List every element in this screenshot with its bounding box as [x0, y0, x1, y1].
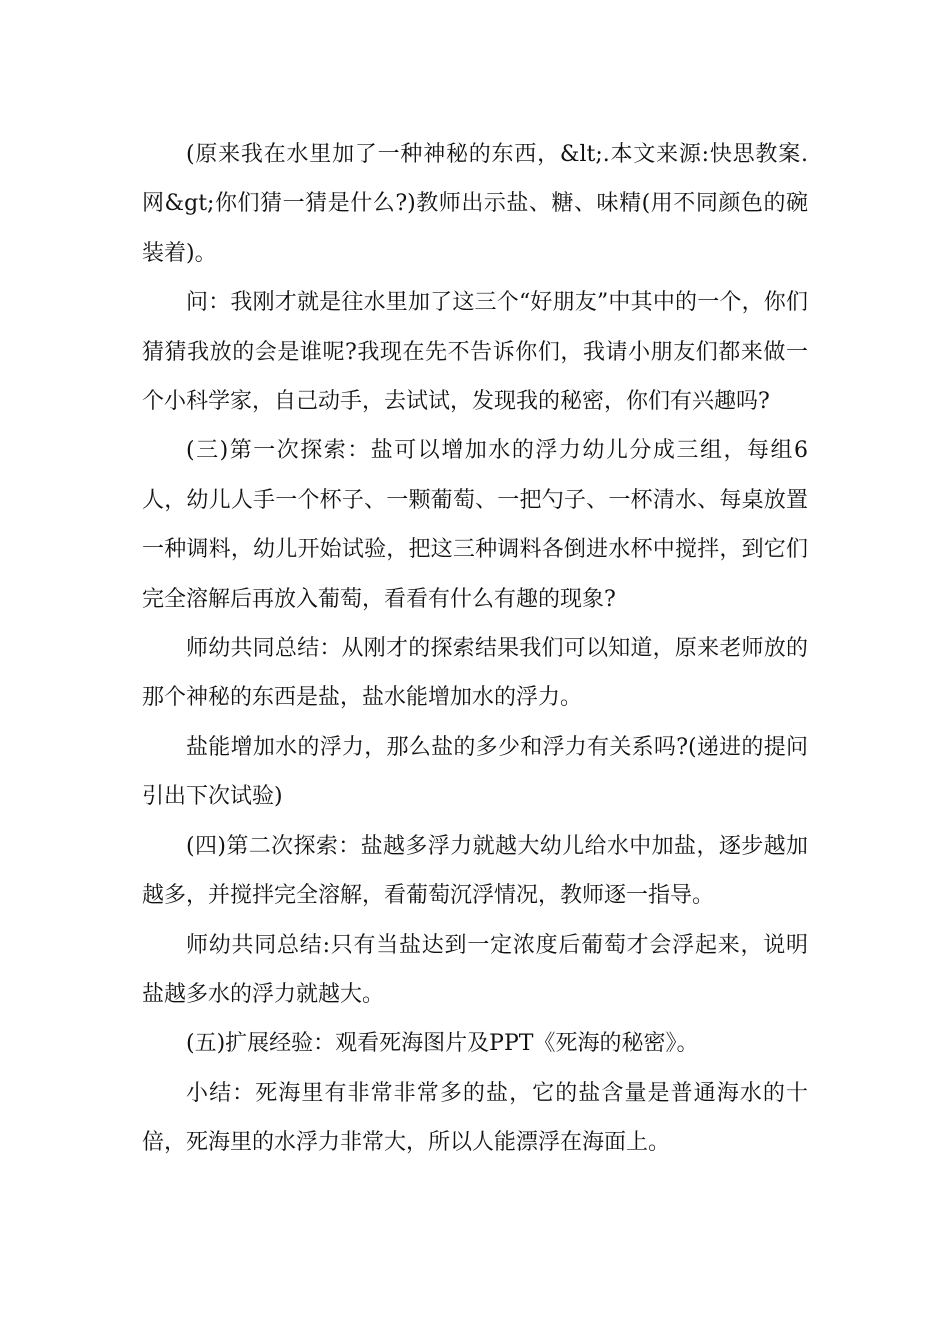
document-body: [142, 130, 808, 1168]
paragraph-6: (四)第二次探索：盐越多浮力就越大幼儿给水中加盐，逐步越加越多，并搅拌完全溶解，看葡萄沉浮情况，教师逐一指导。: [142, 833, 808, 909]
paragraph-5: 盐能增加水的浮力，那么盐的多少和浮力有关系吗?(递进的提问引出下次试验): [142, 734, 808, 810]
paragraph-2: 问：我刚才就是往水里加了这三个“好朋友”中其中的一个，你们猜猜我放的会是谁呢?我现在先不告诉你们，我请小朋友们都来做一个小科学家，自己动手，去试试，发现我的秘密，你们有兴趣吗?: [142, 290, 808, 415]
paragraph-8: (五)扩展经验：观看死海图片及PPT《死海的秘密》。: [186, 1031, 699, 1057]
paragraph-7: 师幼共同总结:只有当盐达到一定浓度后葡萄才会浮起来，说明盐越多水的浮力就越大。: [142, 932, 808, 1007]
paragraph-9: 小结：死海里有非常非常多的盐，它的盐含量是普通海水的十倍，死海里的水浮力非常大，所以人能漂浮在海面上。: [142, 1080, 808, 1156]
paragraph-3: (三)第一次探索：盐可以增加水的浮力幼儿分成三组，每组6人，幼儿人手一个杯子、一颗葡萄、一把勺子、一杯清水、每桌放置一种调料，幼儿开始试验，把这三种调料各倒进水杯中搅拌，到它们完全溶解后再放入葡萄，看看有什么有趣的现象?: [142, 438, 808, 612]
paragraph-1: (原来我在水里加了一种神秘的东西，&lt;.本文来源:快思教案.网&gt;你们猜一猜是什么?)教师出示盐、糖、味精(用不同颜色的碗装着)。: [142, 142, 808, 266]
paragraph-4: 师幼共同总结：从刚才的探索结果我们可以知道，原来老师放的那个神秘的东西是盐，盐水能增加水的浮力。: [142, 636, 808, 711]
